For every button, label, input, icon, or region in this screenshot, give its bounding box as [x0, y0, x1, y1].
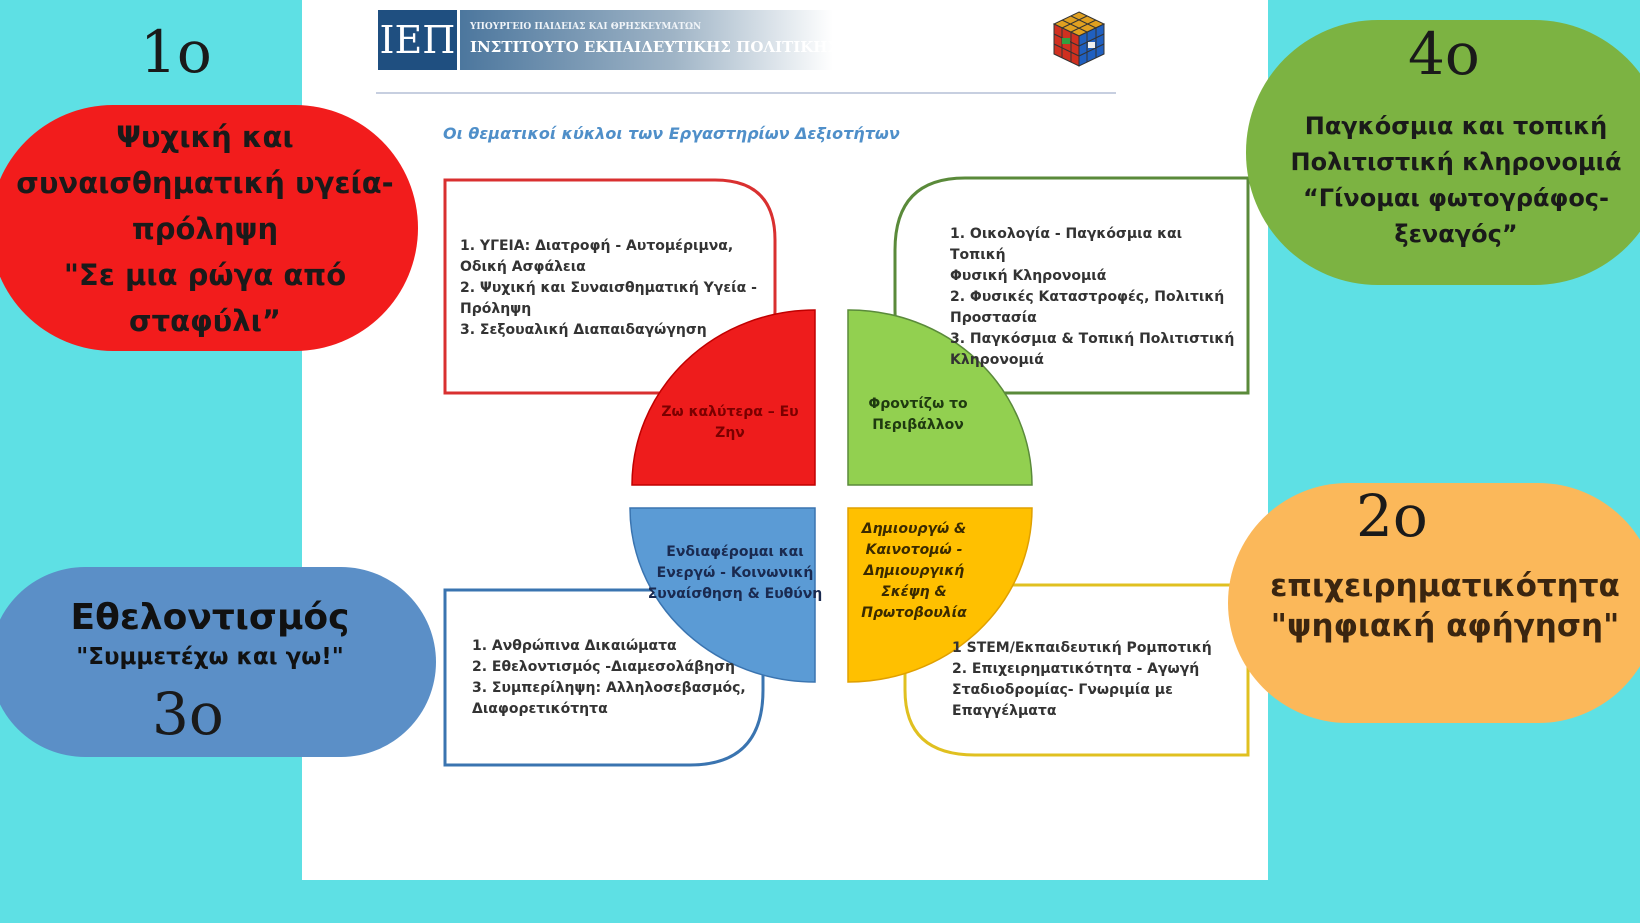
list-item: 3. Παγκόσμια & Τοπική Πολιτιστική Κληρονομιά — [950, 331, 1235, 368]
callout-3-body: "Συμμετέχω και γω!" — [76, 643, 344, 670]
callout-2-text — [1232, 556, 1640, 656]
green-box-items — [950, 224, 1240, 371]
callout-2-number: 2ο — [1356, 482, 1428, 550]
quadrant-label-yellow: Δημιουργώ & Καινοτομώ - Δημιουργική Σκέψη & Πρωτοβουλία — [861, 521, 967, 621]
list-item: 1. ΥΓΕΙΑ: Διατροφή - Αυτομέριμνα, Οδική Ασφάλεια — [460, 238, 734, 275]
callout-3-text — [0, 585, 420, 681]
list-item: 2. Εθελοντισμός -Διαμεσολάβηση — [472, 659, 735, 675]
diagram-subtitle: Οι θεματικοί κύκλοι των Εργαστηρίων Δεξιοτήτων — [443, 124, 900, 143]
callout-3-number: 3ο — [152, 680, 224, 748]
list-item: 1 STEM/Εκπαιδευτική Ρομποτική — [952, 640, 1212, 656]
logo-mark: ΙΕΠ — [378, 10, 460, 70]
list-item: 3. Συμπερίληψη: Αλληλοσεβασμός, Διαφορετικότητα — [472, 680, 746, 717]
quadrant-label-green: Φροντίζω το Περιβάλλον — [868, 396, 968, 433]
blue-box-items — [472, 636, 762, 720]
yellow-box-items — [952, 638, 1242, 722]
callout-4-text — [1256, 100, 1640, 260]
quadrant-label-blue: Ενδιαφέρομαι και Ενεργώ - Κοινωνική Συναίσθηση & Ευθύνη — [647, 544, 823, 602]
logo-title: ΙΝΣΤΙΤΟΥΤΟ ΕΚΠΑΙΔΕΥΤΙΚΗΣ ΠΟΛΙΤΙΚΗΣ — [470, 38, 839, 56]
logo-subtitle: ΥΠΟΥΡΓΕΙΟ ΠΑΙΔΕΙΑΣ ΚΑΙ ΘΡΗΣΚΕΥΜΑΤΩΝ — [470, 22, 702, 32]
callout-2-body: "ψηφιακή αφήγηση" — [1270, 608, 1620, 644]
red-box-items — [460, 236, 765, 341]
callout-1-body: Ψυχική και συναισθηματική υγεία- πρόληψη "Σε μια ρώγα από σταφύλι” — [16, 120, 394, 338]
callout-3-title: Εθελοντισμός — [70, 596, 350, 638]
list-item: 1. Οικολογία - Παγκόσμια και Τοπική Φυσική Κληρονομιά — [950, 226, 1183, 284]
list-item: 2. Επιχειρηματικότητα - Αγωγή Σταδιοδρομίας- Γνωριμία με Επαγγέλματα — [952, 661, 1200, 719]
list-item: 1. Ανθρώπινα Δικαιώματα — [472, 638, 677, 654]
callout-1-number: 1ο — [140, 18, 212, 86]
quadrant-label-red: Ζω καλύτερα – Ευ Ζην — [661, 404, 799, 441]
list-item: 2. Φυσικές Καταστροφές, Πολιτική Προστασία — [950, 289, 1225, 326]
callout-2-title: επιχειρηματικότητα — [1270, 568, 1620, 604]
list-item: 3. Σεξουαλική Διαπαιδαγώγηση — [460, 322, 707, 338]
callout-1-text — [0, 108, 410, 350]
list-item: 2. Ψυχική και Συναισθηματική Υγεία - Πρόληψη — [460, 280, 757, 317]
callout-4-body: Παγκόσμια και τοπική Πολιτιστική κληρονομιά “Γίνομαι φωτογράφος- ξεναγός” — [1290, 112, 1622, 248]
callout-4-number: 4ο — [1408, 20, 1480, 88]
